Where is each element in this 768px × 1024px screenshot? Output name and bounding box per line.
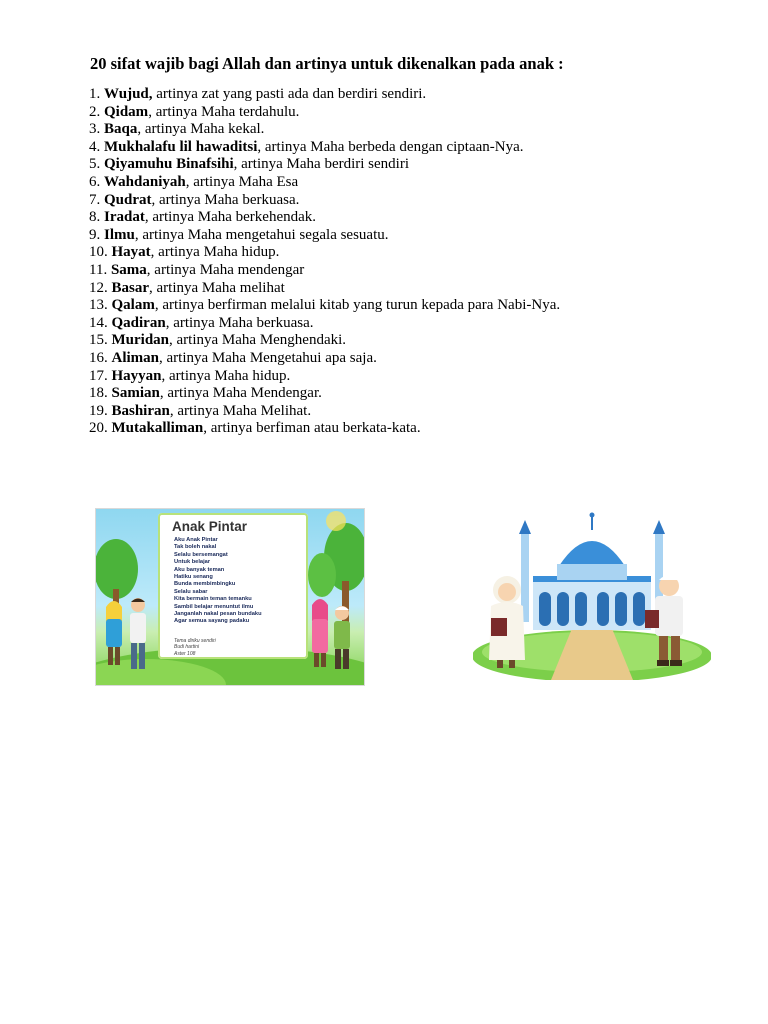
poem-line: Aku banyak teman bbox=[174, 566, 225, 573]
sifat-meaning: , artinya Maha Mendengar. bbox=[159, 385, 322, 402]
poem-line: Selalu bersemangat bbox=[174, 551, 228, 558]
sifat-meaning: , artinya Maha melihat bbox=[149, 279, 285, 296]
sifat-item bbox=[89, 192, 560, 210]
sifat-number: 15. bbox=[89, 332, 112, 349]
poem-line: Sambil belajar menuntut ilmu bbox=[174, 603, 254, 610]
sifat-name: Qalam bbox=[111, 297, 155, 314]
poem-credit-line: Budi hartini bbox=[174, 644, 200, 651]
sifat-number: 9. bbox=[89, 226, 104, 243]
sifat-meaning: , artinya Maha Menghendaki. bbox=[169, 332, 347, 349]
sifat-number: 19. bbox=[89, 402, 112, 419]
sifat-item bbox=[89, 174, 560, 192]
sifat-meaning: , artinya Maha berdiri sendiri bbox=[233, 156, 409, 173]
sifat-meaning: , artinya Maha berkuasa. bbox=[151, 191, 300, 208]
sifat-name: Aliman bbox=[111, 349, 160, 366]
sifat-number: 16. bbox=[89, 349, 112, 366]
sifat-meaning: , artinya Maha berbeda dengan ciptaan-Nya. bbox=[257, 138, 524, 155]
sifat-number: 14. bbox=[89, 314, 112, 331]
sifat-name: Wujud, bbox=[104, 86, 153, 102]
sifat-name: Basar bbox=[111, 279, 149, 296]
sifat-number: 13. bbox=[89, 297, 112, 314]
sifat-name: Muridan bbox=[111, 332, 170, 349]
sifat-item bbox=[89, 209, 560, 227]
sifat-item bbox=[89, 262, 560, 280]
sifat-number: 8. bbox=[89, 209, 104, 226]
sifat-number: 11. bbox=[89, 261, 111, 278]
anak-pintar-illustration bbox=[95, 508, 365, 686]
sifat-item bbox=[89, 297, 560, 315]
sifat-name: Sama bbox=[110, 261, 147, 278]
sifat-name: Qiyamuhu Binafsihi bbox=[104, 156, 234, 173]
poem-line: Bunda membimbingku bbox=[174, 581, 236, 588]
sifat-number: 12. bbox=[89, 279, 112, 296]
sifat-meaning: , artinya Maha Esa bbox=[185, 173, 299, 190]
poster-title: Anak Pintar bbox=[172, 519, 248, 534]
sifat-item bbox=[89, 244, 560, 262]
sifat-item bbox=[89, 139, 560, 157]
poem-line: Janganlah nakal pesan bundaku bbox=[174, 611, 262, 618]
page-title: 20 sifat wajib bagi Allah dan artinya untuk dikenalkan pada anak : bbox=[90, 54, 564, 73]
poem-line: Agar semua sayang padaku bbox=[174, 618, 250, 625]
poem-credit-line: Tema diriku sendiri bbox=[174, 638, 216, 644]
sifat-name: Wahdaniyah bbox=[104, 173, 186, 190]
poem-credit-line: Aster 108 bbox=[174, 650, 196, 657]
sifat-number: 10. bbox=[89, 244, 112, 261]
sifat-meaning: , artinya Maha terdahulu. bbox=[148, 103, 300, 120]
sifat-name: Qudrat bbox=[104, 191, 152, 208]
sifat-meaning: , artinya berfirman melalui kitab yang turun kepada para Nabi-Nya. bbox=[154, 297, 561, 314]
sifat-item bbox=[89, 280, 560, 298]
sifat-item bbox=[89, 368, 560, 386]
sifat-item bbox=[89, 227, 560, 245]
sifat-meaning: , artinya Maha hidup. bbox=[161, 367, 291, 384]
poem-line: Kita bermain teman temanku bbox=[174, 596, 252, 603]
sifat-number: 7. bbox=[89, 191, 104, 208]
sifat-name: Qadiran bbox=[111, 314, 166, 331]
sifat-item bbox=[89, 121, 560, 139]
sifat-name: Mukhalafu lil hawaditsi bbox=[104, 138, 258, 155]
sifat-meaning: , artinya Maha berkehendak. bbox=[144, 209, 317, 226]
sifat-item bbox=[89, 315, 560, 333]
sifat-meaning: , artinya Maha mendengar bbox=[146, 261, 305, 278]
sifat-number: 17. bbox=[89, 367, 112, 384]
sifat-name: Iradat bbox=[104, 209, 145, 226]
mosque-drawing bbox=[473, 506, 711, 680]
sifat-number: 3. bbox=[89, 121, 104, 138]
sifat-meaning: , artinya Maha kekal. bbox=[137, 121, 265, 138]
sifat-number: 4. bbox=[89, 138, 104, 155]
sifat-item bbox=[89, 385, 560, 403]
sifat-meaning: , artinya berfiman atau berkata-kata. bbox=[203, 420, 421, 437]
sifat-name: Hayat bbox=[111, 244, 151, 261]
sifat-name: Samian bbox=[111, 385, 160, 402]
sifat-name: Qidam bbox=[104, 103, 149, 120]
poem-line: Hatiku senang bbox=[174, 574, 213, 581]
sifat-name: Baqa bbox=[104, 121, 138, 138]
sifat-item bbox=[89, 420, 560, 438]
sifat-list bbox=[89, 86, 560, 438]
poem-line: Untuk belajar bbox=[174, 559, 211, 566]
sifat-meaning: artinya zat yang pasti ada dan berdiri sendiri. bbox=[152, 86, 427, 102]
sifat-name: Ilmu bbox=[104, 226, 135, 243]
poem-line: Selalu sabar bbox=[174, 588, 208, 595]
mosque-illustration bbox=[473, 506, 711, 680]
sifat-number: 2. bbox=[89, 103, 104, 120]
poem-lines bbox=[174, 537, 262, 626]
poem-credit bbox=[174, 638, 216, 657]
sifat-meaning: , artinya Maha hidup. bbox=[150, 244, 280, 261]
sifat-name: Hayyan bbox=[111, 367, 162, 384]
sifat-item bbox=[89, 350, 560, 368]
sifat-meaning: , artinya Maha berkuasa. bbox=[165, 314, 314, 331]
sifat-meaning: , artinya Maha Melihat. bbox=[169, 402, 312, 419]
sifat-item bbox=[89, 403, 560, 421]
sifat-number: 20. bbox=[89, 420, 112, 437]
sifat-number: 6. bbox=[89, 173, 104, 190]
sifat-meaning: , artinya Maha Mengetahui apa saja. bbox=[159, 349, 377, 366]
sifat-item bbox=[89, 332, 560, 350]
sifat-item bbox=[89, 104, 560, 122]
sifat-item bbox=[89, 156, 560, 174]
sifat-meaning: , artinya Maha mengetahui segala sesuatu. bbox=[134, 226, 389, 243]
sifat-name: Mutakalliman bbox=[111, 420, 204, 437]
poem-line: Tak boleh nakal bbox=[174, 544, 217, 551]
sifat-number: 5. bbox=[89, 156, 104, 173]
sifat-number: 18. bbox=[89, 385, 112, 402]
sifat-number: 1. bbox=[89, 86, 104, 102]
poem-line: Aku Anak Pintar bbox=[174, 537, 218, 543]
sifat-name: Bashiran bbox=[111, 402, 170, 419]
sifat-item bbox=[89, 86, 560, 104]
